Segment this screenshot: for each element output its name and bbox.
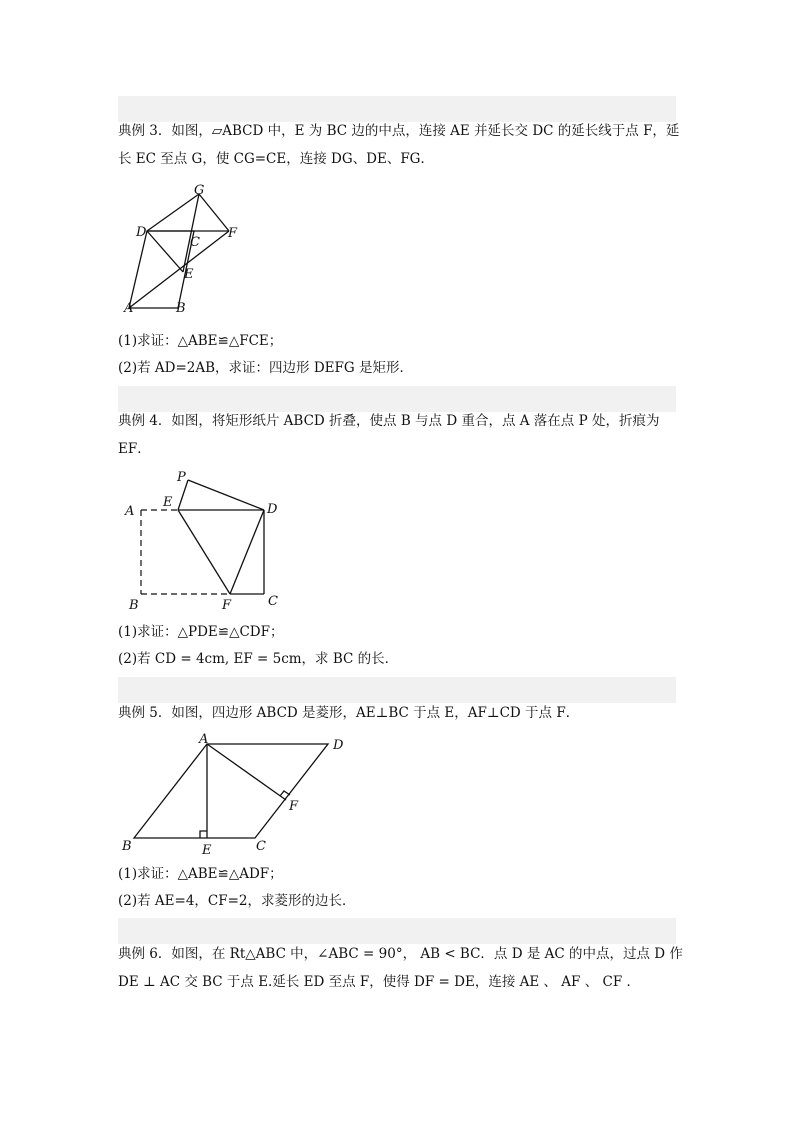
problem-4-question-2: (2)若 CD = 4cm, EF = 5cm，求 BC 的长． [118,651,399,667]
problem-4-question-1: (1)求证：△PDE≌△CDF； [118,624,284,640]
label-c: C [190,235,200,250]
problem-6-text-line-2: DE ⊥ AC 交 BC 于点 E.延长 ED 至点 F，使得 DF = DE，连接 AE 、 AF 、 CF ． [118,974,640,990]
label-f: F [289,799,299,814]
label-b: B [129,598,139,613]
problem-5-question-1: (1)求证：△ABE≌△ADF； [118,866,283,882]
figure-4-lines [141,480,264,594]
label-b: B [122,839,132,854]
label-c: C [256,839,266,854]
label-e: E [163,495,173,510]
section-band [118,386,676,412]
figure-5-lines [134,744,328,838]
problem-3-text-line-2: 长 EC 至点 G，使 CG=CE，连接 DG、DE、FG． [118,151,434,167]
label-e: E [184,267,194,282]
problem-4-text-line-2: EF． [118,441,151,457]
section-band [118,677,676,703]
problem-5-question-2: (2)若 AE=4，CF=2，求菱形的边长． [118,893,356,909]
label-e: E [202,843,212,858]
label-a: A [124,301,134,316]
problem-5-text-line-1: 典例 5．如图，四边形 ABCD 是菱形，AE⊥BC 于点 E，AF⊥CD 于点 F． [118,705,580,721]
section-band [118,918,676,944]
figure-3-lines [129,194,229,308]
label-d: D [267,502,278,517]
problem-4-text-line-1: 典例 4．如图，将矩形纸片 ABCD 折叠，使点 B 与点 D 重合，点 A 落在点 P 处，折痕为 [118,413,660,429]
label-c: C [268,594,278,609]
label-f: F [228,226,238,241]
label-d: D [333,738,344,753]
label-d: D [136,225,147,240]
label-a: A [125,504,135,519]
problem-3-question-1: (1)求证：△ABE≌△FCE； [118,333,283,349]
problem-3-question-2: (2)若 AD=2AB，求证：四边形 DEFG 是矩形． [118,360,413,376]
label-b: B [176,301,186,316]
problem-3-text-line-1: 典例 3．如图，▱ABCD 中，E 为 BC 边的中点，连接 AE 并延长交 DC 的延长线于点 F，延 [118,123,680,139]
label-g: G [194,183,205,198]
label-p: P [177,470,186,485]
label-a: A [199,732,209,747]
label-f: F [222,598,232,613]
problem-6-text-line-1: 典例 6．如图，在 Rt△ABC 中，∠ABC = 90°， AB < BC．点 D 是 AC 的中点，过点 D 作 [118,946,683,962]
